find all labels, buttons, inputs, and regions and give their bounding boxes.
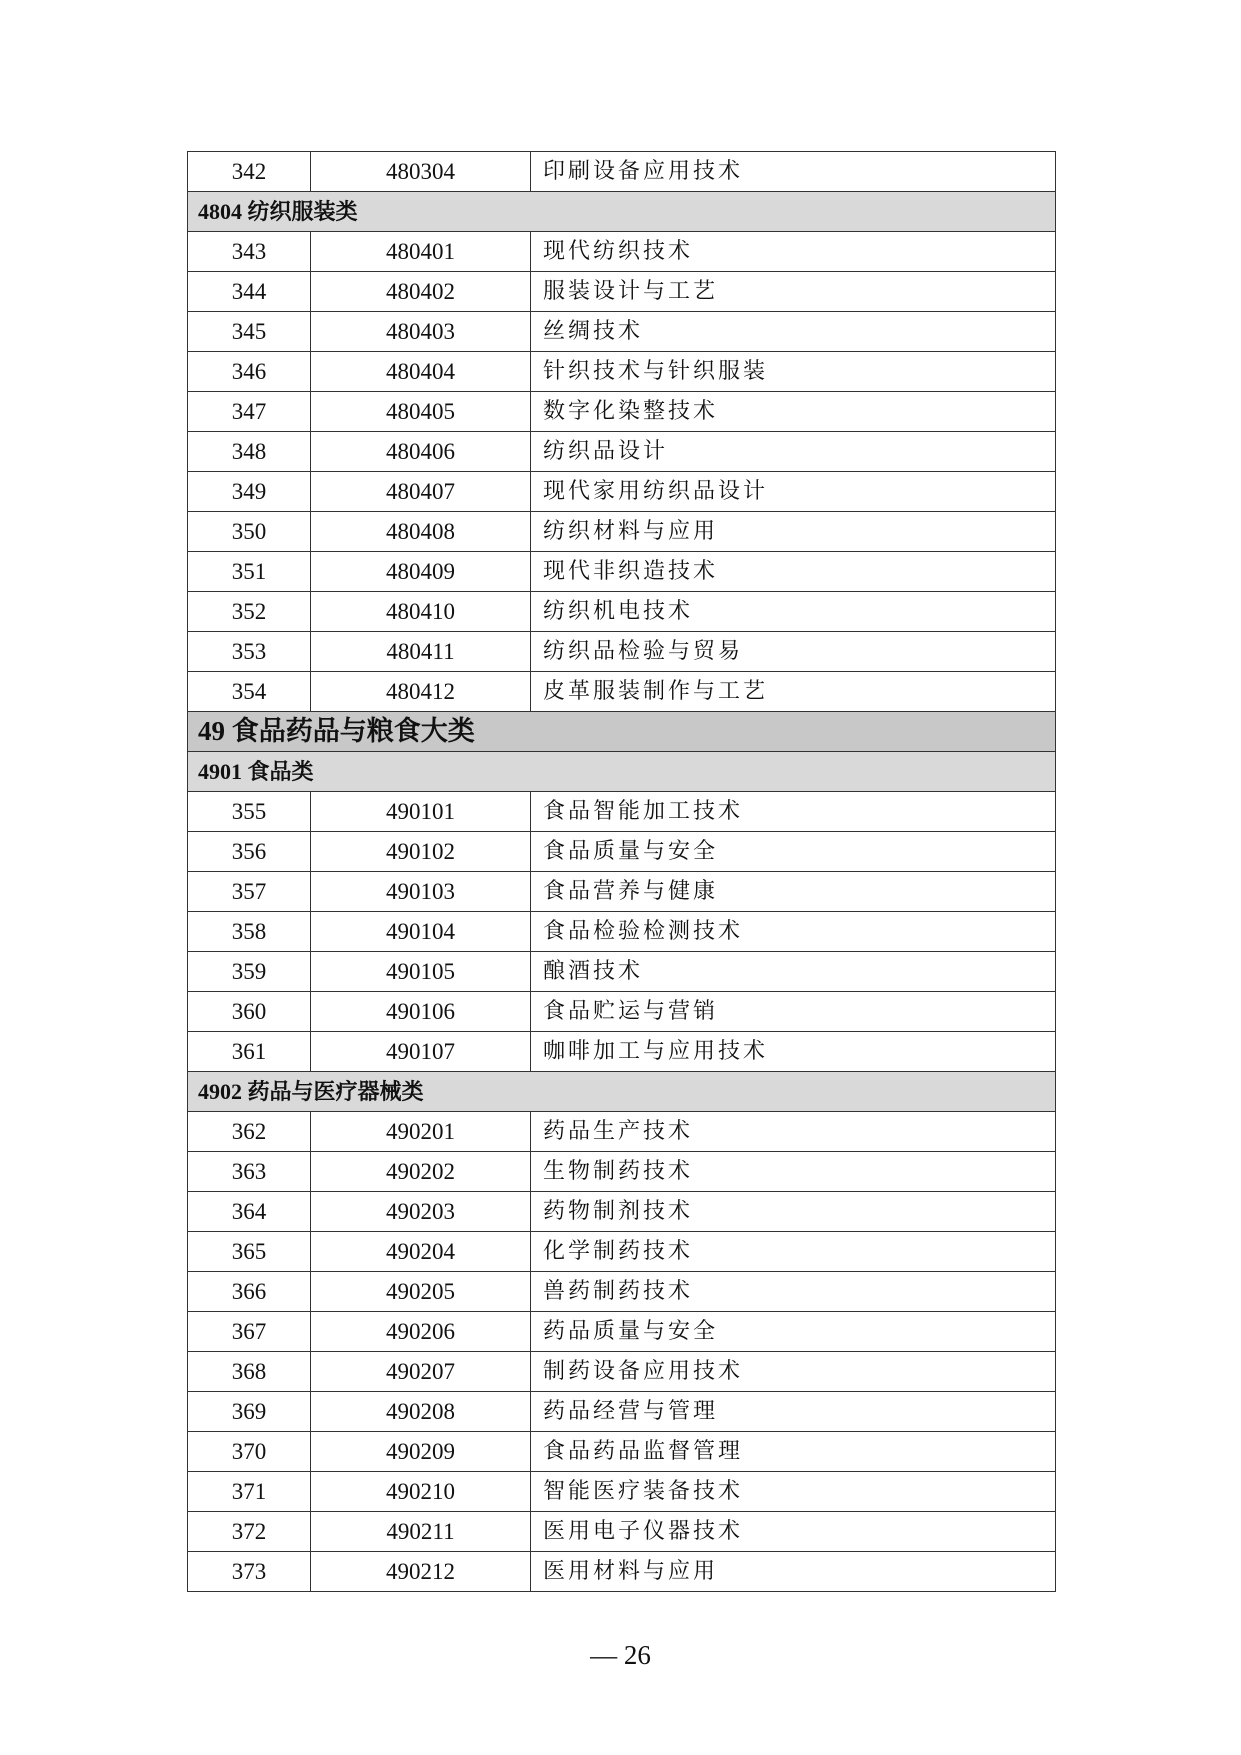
row-program-code: 480402: [311, 272, 531, 312]
row-program-name: 针织技术与针织服装: [531, 352, 1056, 392]
table-row: [188, 1152, 1056, 1192]
row-program-name: 纺织材料与应用: [531, 512, 1056, 552]
row-program-name: 酿酒技术: [531, 952, 1056, 992]
row-seq-number: 358: [188, 912, 311, 952]
table-row: [188, 552, 1056, 592]
row-seq-number: 354: [188, 672, 311, 712]
row-seq-number: 351: [188, 552, 311, 592]
table-row: [188, 152, 1056, 192]
row-program-code: 490102: [311, 832, 531, 872]
row-program-code: 480401: [311, 232, 531, 272]
row-program-code: 490103: [311, 872, 531, 912]
row-program-name: 药品经营与管理: [531, 1392, 1056, 1432]
row-program-name: 服装设计与工艺: [531, 272, 1056, 312]
row-seq-number: 356: [188, 832, 311, 872]
table-row: [188, 832, 1056, 872]
row-program-name: 现代家用纺织品设计: [531, 472, 1056, 512]
row-program-name: 现代非织造技术: [531, 552, 1056, 592]
category-label: 4902 药品与医疗器械类: [188, 1072, 1056, 1112]
category-label: 4804 纺织服装类: [188, 192, 1056, 232]
row-program-code: 490107: [311, 1032, 531, 1072]
page-number: — 26: [590, 1640, 651, 1670]
table-row: [188, 1352, 1056, 1392]
table-row: [188, 1312, 1056, 1352]
row-program-code: 490201: [311, 1112, 531, 1152]
row-program-code: 480404: [311, 352, 531, 392]
program-catalog-table-container: [187, 151, 1055, 1592]
row-seq-number: 362: [188, 1112, 311, 1152]
row-seq-number: 345: [188, 312, 311, 352]
table-row: [188, 352, 1056, 392]
row-program-code: 480412: [311, 672, 531, 712]
category-row: [188, 752, 1056, 792]
row-program-code: 480407: [311, 472, 531, 512]
table-row: [188, 912, 1056, 952]
row-seq-number: 353: [188, 632, 311, 672]
row-seq-number: 373: [188, 1552, 311, 1592]
table-row: [188, 1432, 1056, 1472]
table-row: [188, 1032, 1056, 1072]
row-program-code: 490101: [311, 792, 531, 832]
row-program-name: 现代纺织技术: [531, 232, 1056, 272]
table-row: [188, 1392, 1056, 1432]
table-row: [188, 1512, 1056, 1552]
row-program-name: 制药设备应用技术: [531, 1352, 1056, 1392]
table-row: [188, 792, 1056, 832]
row-program-code: 490106: [311, 992, 531, 1032]
row-seq-number: 372: [188, 1512, 311, 1552]
row-seq-number: 370: [188, 1432, 311, 1472]
row-program-name: 药品质量与安全: [531, 1312, 1056, 1352]
row-program-code: 490104: [311, 912, 531, 952]
category-row: [188, 1072, 1056, 1112]
row-seq-number: 367: [188, 1312, 311, 1352]
table-row: [188, 232, 1056, 272]
row-seq-number: 364: [188, 1192, 311, 1232]
table-row: [188, 512, 1056, 552]
table-row: [188, 1272, 1056, 1312]
row-program-name: 药物制剂技术: [531, 1192, 1056, 1232]
table-row: [188, 592, 1056, 632]
row-program-code: 480411: [311, 632, 531, 672]
row-program-code: 480405: [311, 392, 531, 432]
row-seq-number: 359: [188, 952, 311, 992]
row-program-name: 纺织品检验与贸易: [531, 632, 1056, 672]
row-seq-number: 352: [188, 592, 311, 632]
program-catalog-table: [187, 151, 1056, 1592]
row-program-name: 药品生产技术: [531, 1112, 1056, 1152]
row-seq-number: 346: [188, 352, 311, 392]
row-program-name: 纺织机电技术: [531, 592, 1056, 632]
row-program-code: 490207: [311, 1352, 531, 1392]
table-row: [188, 992, 1056, 1032]
table-row: [188, 672, 1056, 712]
row-program-code: 480409: [311, 552, 531, 592]
row-program-code: 490211: [311, 1512, 531, 1552]
row-program-code: 480406: [311, 432, 531, 472]
major-category-row: [188, 712, 1056, 752]
row-program-code: 490205: [311, 1272, 531, 1312]
row-program-name: 食品贮运与营销: [531, 992, 1056, 1032]
row-program-code: 480410: [311, 592, 531, 632]
row-seq-number: 361: [188, 1032, 311, 1072]
table-row: [188, 1552, 1056, 1592]
row-seq-number: 347: [188, 392, 311, 432]
row-program-name: 纺织品设计: [531, 432, 1056, 472]
row-program-name: 医用材料与应用: [531, 1552, 1056, 1592]
table-row: [188, 1472, 1056, 1512]
row-program-code: 490204: [311, 1232, 531, 1272]
row-seq-number: 355: [188, 792, 311, 832]
table-row: [188, 432, 1056, 472]
table-row: [188, 1192, 1056, 1232]
major-category-label: 49 食品药品与粮食大类: [188, 712, 1056, 752]
row-seq-number: 344: [188, 272, 311, 312]
row-program-code: 490210: [311, 1472, 531, 1512]
table-row: [188, 1232, 1056, 1272]
row-seq-number: 342: [188, 152, 311, 192]
row-seq-number: 357: [188, 872, 311, 912]
row-program-code: 490203: [311, 1192, 531, 1232]
row-program-code: 480304: [311, 152, 531, 192]
row-program-name: 数字化染整技术: [531, 392, 1056, 432]
row-program-name: 食品检验检测技术: [531, 912, 1056, 952]
table-row: [188, 952, 1056, 992]
row-program-code: 490206: [311, 1312, 531, 1352]
row-program-name: 医用电子仪器技术: [531, 1512, 1056, 1552]
table-row: [188, 392, 1056, 432]
row-program-name: 生物制药技术: [531, 1152, 1056, 1192]
row-seq-number: 350: [188, 512, 311, 552]
category-label: 4901 食品类: [188, 752, 1056, 792]
row-program-name: 食品质量与安全: [531, 832, 1056, 872]
row-seq-number: 368: [188, 1352, 311, 1392]
row-seq-number: 366: [188, 1272, 311, 1312]
table-row: [188, 272, 1056, 312]
table-row: [188, 312, 1056, 352]
row-program-code: 490105: [311, 952, 531, 992]
row-program-name: 食品药品监督管理: [531, 1432, 1056, 1472]
row-program-name: 咖啡加工与应用技术: [531, 1032, 1056, 1072]
table-body: [188, 152, 1056, 1592]
category-row: [188, 192, 1056, 232]
row-seq-number: 349: [188, 472, 311, 512]
row-seq-number: 348: [188, 432, 311, 472]
table-row: [188, 632, 1056, 672]
row-program-name: 丝绸技术: [531, 312, 1056, 352]
row-program-name: 印刷设备应用技术: [531, 152, 1056, 192]
row-program-name: 化学制药技术: [531, 1232, 1056, 1272]
row-program-name: 智能医疗装备技术: [531, 1472, 1056, 1512]
table-row: [188, 1112, 1056, 1152]
row-program-code: 490208: [311, 1392, 531, 1432]
row-seq-number: 369: [188, 1392, 311, 1432]
row-program-code: 490202: [311, 1152, 531, 1192]
row-program-name: 食品智能加工技术: [531, 792, 1056, 832]
table-row: [188, 872, 1056, 912]
row-program-code: 490209: [311, 1432, 531, 1472]
row-seq-number: 343: [188, 232, 311, 272]
table-row: [188, 472, 1056, 512]
row-seq-number: 363: [188, 1152, 311, 1192]
row-seq-number: 365: [188, 1232, 311, 1272]
row-program-name: 皮革服装制作与工艺: [531, 672, 1056, 712]
row-seq-number: 371: [188, 1472, 311, 1512]
row-program-name: 兽药制药技术: [531, 1272, 1056, 1312]
row-program-name: 食品营养与健康: [531, 872, 1056, 912]
row-program-code: 480403: [311, 312, 531, 352]
row-program-code: 480408: [311, 512, 531, 552]
row-program-code: 490212: [311, 1552, 531, 1592]
row-seq-number: 360: [188, 992, 311, 1032]
